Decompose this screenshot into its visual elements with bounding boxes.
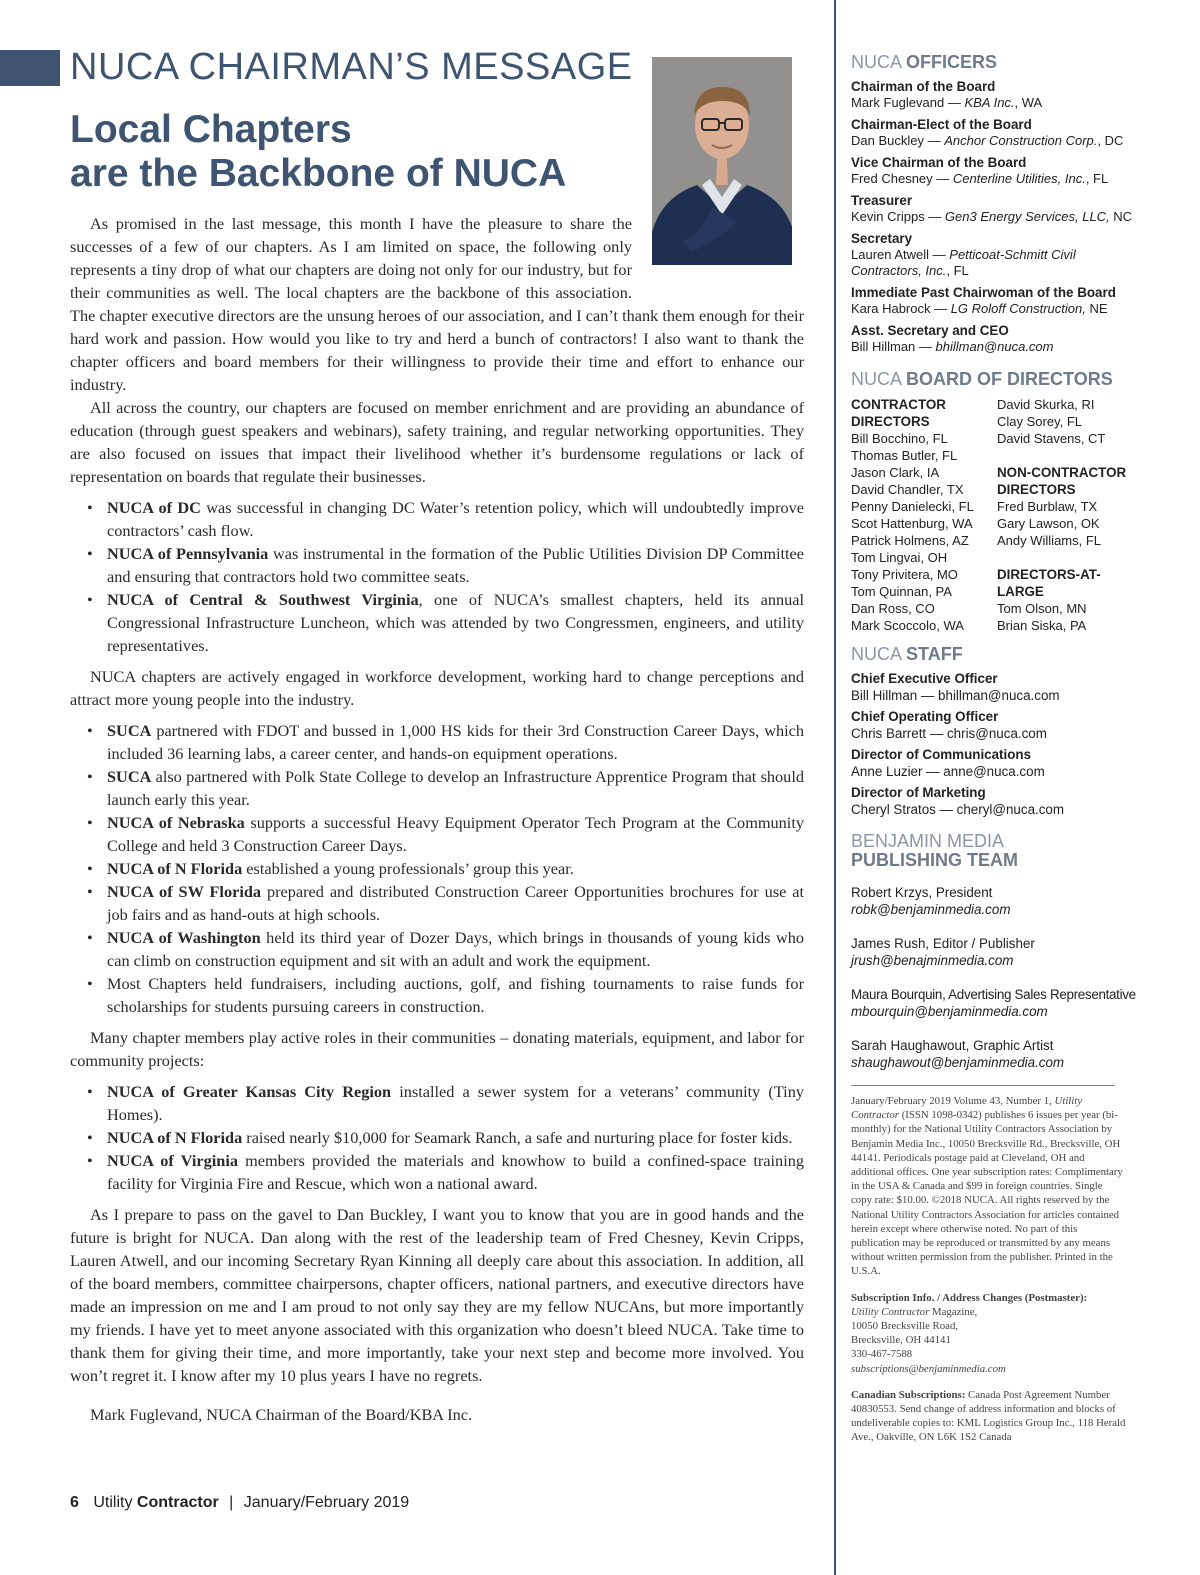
article-body <box>70 212 804 1426</box>
list-item: • Most Chapters held fundraisers, including auctions, golf, and fishing tournaments to raise funds for scholarships for students pursuing careers in construction. <box>70 972 804 1018</box>
board-member: Tom Olson, MN <box>997 601 1087 616</box>
board-member: Bill Bocchino, FL <box>851 431 948 446</box>
magazine-name-part-2: Contractor <box>136 1494 219 1511</box>
officer-entry: Chairman of the Board Mark Fuglevand — KBA Inc., WA <box>851 79 1043 110</box>
officer-entry: Treasurer Kevin Cripps — Gen3 Energy Services, LLC, NC <box>851 193 1133 224</box>
list-item: • NUCA of N Florida established a young professionals’ group this year. <box>70 857 804 880</box>
list-item: • NUCA of N Florida raised nearly $10,000 for Seamark Ranch, a safe and nurturing place for foster kids. <box>70 1126 804 1149</box>
page-number: 6 <box>70 1494 79 1511</box>
board-member: Andy Williams, FL <box>997 533 1102 548</box>
email-link[interactable]: jrush@benajminmedia.com <box>851 953 1014 968</box>
sidebar-rule <box>851 1085 1115 1086</box>
board-category: DIRECTORS-AT-LARGE <box>997 567 1101 599</box>
board-category: NON-CONTRACTOR DIRECTORS <box>997 465 1127 497</box>
board-member: Gary Lawson, OK <box>997 516 1100 531</box>
email-link[interactable]: mbourquin@benjaminmedia.com <box>851 1004 1048 1019</box>
list-item: • NUCA of Virginia members provided the materials and knowhow to build a confined-space training facility for Virginia Fire and Rescue, which won a national award. <box>70 1149 804 1195</box>
board-member: Jason Clark, IA <box>851 465 940 480</box>
email-link[interactable]: shaughawout@benjaminmedia.com <box>851 1055 1065 1070</box>
issue-date: January/February 2019 <box>243 1494 410 1511</box>
board-member: David Chandler, TX <box>851 482 964 497</box>
headline <box>70 108 630 196</box>
chapter-list-2 <box>70 719 804 1018</box>
subscription-info: Subscription Info. / Address Changes (Postmaster): Utility Contractor Magazine, 10050 Brecksville Road, Brecksville, OH 44141 330-467-7588 subscriptions@benjaminmedia.com <box>851 1291 1088 1375</box>
board-member: Scot Hattenburg, WA <box>851 516 973 531</box>
section-title: NUCA CHAIRMAN’S MESSAGE <box>70 46 633 88</box>
staff-heading: NUCA STAFF <box>851 644 963 664</box>
article-paragraph-3: NUCA chapters are actively engaged in workforce development, working hard to change perceptions and attract more young people into the industry. <box>70 667 804 709</box>
canadian-subscriptions: Canadian Subscriptions: Canada Post Agreement Number 40830553. Send change of address information and blocks of undeliverable copies to: KML Logistics Group Inc., 118 Herald Ave., Oakville, ON L6K 1S2 Canada <box>851 1388 1126 1444</box>
board-left-column <box>851 396 997 634</box>
subscriptions-email-link[interactable]: subscriptions@benjaminmedia.com <box>851 1362 1006 1375</box>
board-member: Clay Sorey, FL <box>997 414 1083 429</box>
board-member: Brian Siska, PA <box>997 618 1087 633</box>
publication-fine-print <box>851 1094 1126 1445</box>
board-heading: NUCA BOARD OF DIRECTORS <box>851 369 1113 389</box>
team-member: James Rush, Editor / Publisher jrush@benajminmedia.com <box>851 936 1035 968</box>
masthead-sidebar <box>851 52 1151 1457</box>
board-member: Tony Privitera, MO <box>851 567 958 582</box>
team-member: Sarah Haughawout, Graphic Artist shaughawout@benjaminmedia.com <box>851 1038 1065 1070</box>
signature: Mark Fuglevand, NUCA Chairman of the Board/KBA Inc. <box>90 1405 473 1424</box>
board-right-column <box>997 396 1143 634</box>
portrait-wrap-spacer <box>632 212 804 300</box>
board-member: Tom Quinnan, PA <box>851 584 952 599</box>
chapter-list-3 <box>70 1080 804 1195</box>
section-accent-bar <box>0 50 60 86</box>
team-member: Robert Krzys, President robk@benjaminmedia.com <box>851 885 1011 917</box>
board-member: Mark Scoccolo, WA <box>851 618 964 633</box>
article-paragraph-4: Many chapter members play active roles in their communities – donating materials, equipment, and labor for community projects: <box>70 1028 804 1070</box>
email-link[interactable]: robk@benjaminmedia.com <box>851 902 1011 917</box>
list-item: • NUCA of DC was successful in changing DC Water’s retention policy, which will undoubtedly improve contractors’ cash flow. <box>70 496 804 542</box>
staff-entry: Chief Executive Officer Bill Hillman — bhillman@nuca.com <box>851 671 1060 703</box>
board-member: Patrick Holmens, AZ <box>851 533 969 548</box>
board-member: Thomas Butler, FL <box>851 448 958 463</box>
list-item: • NUCA of Central & Southwest Virginia, one of NUCA’s smallest chapters, held its annual Congressional Infrastructure Luncheon, which was attended by two Congressmen, engineers, and utility representatives. <box>70 588 804 657</box>
list-item: • NUCA of Nebraska supports a successful Heavy Equipment Operator Tech Program at the Community College and held 3 Construction Career Days. <box>70 811 804 857</box>
page-footer <box>70 1494 409 1512</box>
list-item: • SUCA partnered with FDOT and bussed in 1,000 HS kids for their 3rd Construction Career Days, which included 36 learning labs, a career center, and hands-on equipment operations. <box>70 719 804 765</box>
ceo-email-link[interactable]: bhillman@nuca.com <box>935 339 1054 354</box>
officer-entry: Secretary Lauren Atwell — Petticoat-Schmitt Civil Contractors, Inc., FL <box>851 231 1076 278</box>
staff-entry: Director of Marketing Cheryl Stratos — cheryl@nuca.com <box>851 785 1065 817</box>
board-member: Penny Danielecki, FL <box>851 499 974 514</box>
headline-line-2: are the Backbone of NUCA <box>70 152 567 195</box>
staff-entry: Chief Operating Officer Chris Barrett — chris@nuca.com <box>851 709 1047 741</box>
list-item: • NUCA of Greater Kansas City Region installed a sewer system for a veterans’ community (Tiny Homes). <box>70 1080 804 1126</box>
article-paragraph-5: As I prepare to pass on the gavel to Dan Buckley, I want you to know that you are in good hands and the future is bright for NUCA. Dan along with the rest of the leadership team of Fred Chesney, Kevin Cripps, Lauren Atwell, and our incoming Secretary Ryan Kinning all deeply care about this association. In addition, all of the board members, committee chairpersons, chapter officers, national partners, and executive directors have made an impression on me and I am proud to not only say they are my fellow NUCAns, but more importantly my friends. I have yet to meet anyone associated with this organization who doesn’t bleed NUCA. Take time to thank them for giving their time, and more importantly, take your next step and become more involved. You won’t regret it. I know after my 10 plus years I have no regrets. <box>70 1205 804 1385</box>
officer-entry: Immediate Past Chairwoman of the Board Kara Habrock — LG Roloff Construction, NE <box>851 285 1116 316</box>
magazine-name-part-1: Utility <box>93 1494 133 1511</box>
list-item: • NUCA of Pennsylvania was instrumental in the formation of the Public Utilities Division DP Committee and ensuring that contractors hold two committee seats. <box>70 542 804 588</box>
staff-entry: Director of Communications Anne Luzier — anne@nuca.com <box>851 747 1045 779</box>
board-member: Tom Lingvai, OH <box>851 550 948 565</box>
team-member: Maura Bourquin, Advertising Sales Representative mbourquin@benjaminmedia.com <box>851 987 1136 1019</box>
column-divider <box>834 0 836 1575</box>
list-item: • NUCA of SW Florida prepared and distributed Construction Career Opportunities brochures for use at job fairs and as hand-outs at high schools. <box>70 880 804 926</box>
officers-heading: NUCA OFFICERS <box>851 52 998 72</box>
officer-entry: Asst. Secretary and CEO Bill Hillman — bhillman@nuca.com <box>851 323 1054 354</box>
footer-separator: | <box>229 1494 234 1511</box>
board-member: Fred Burblaw, TX <box>997 499 1098 514</box>
board-member: David Stavens, CT <box>997 431 1106 446</box>
officer-entry: Chairman-Elect of the Board Dan Buckley — Anchor Construction Corp., DC <box>851 117 1124 148</box>
board-columns <box>851 396 1151 634</box>
article-paragraph-1: As promised in the last message, this month I have the pleasure to share the successes of a few of our chapters. As I am limited on space, the following only represents a tiny drop of what our chapters are doing not only for our industry, but for their communities as well. The local chapters are the backbone of this association. The chapter executive directors are the unsung heroes of our association, and I can’t thank them enough for their hard work and passion. How would you like to try and herd a bunch of contractors! I also want to thank the chapter officers and board members for their willingness to provide their time and effort to enhance our industry. <box>70 214 804 394</box>
headline-line-1: Local Chapters <box>70 108 352 151</box>
board-member: Dan Ross, CO <box>851 601 935 616</box>
list-item: • NUCA of Washington held its third year of Dozer Days, which brings in thousands of young kids who can climb on construction equipment and sit with an adult and work the equipment. <box>70 926 804 972</box>
publication-info: January/February 2019 Volume 43, Number 1, Utility Contractor (ISSN 1098-0342) publishes 6 issues per year (bi-monthly) for the National Utility Contractors Association by Benjamin Media Inc., 10050 Brecksville Rd., Brecksville, OH 44141. Periodicals postage paid at Cleveland, OH and additional offices. One year subscription rates: Complimentary in the USA & Canada and $99 in foreign countries. Single copy rate: $10.00. ©2018 NUCA. All rights reserved by the National Utility Contractors Association for articles contained herein except where otherwise noted. No part of this publication may be reproduced or transmitted by any means without written permission from the publisher. Printed in the U.S.A. <box>851 1095 1123 1278</box>
chapter-list-1 <box>70 496 804 657</box>
list-item: • SUCA also partnered with Polk State College to develop an Infrastructure Apprentice Program that should launch early this year. <box>70 765 804 811</box>
board-category: CONTRACTOR DIRECTORS <box>851 397 946 429</box>
article-paragraph-2: All across the country, our chapters are focused on member enrichment and are providing an abundance of education (through guest speakers and webinars), safety training, and regular networking opportunities. They are also focused on issues that impact their livelihood whether it’s burdensome regulations or lack of representation on boards that regulate their businesses. <box>70 398 804 486</box>
officer-entry: Vice Chairman of the Board Fred Chesney — Centerline Utilities, Inc., FL <box>851 155 1109 186</box>
board-member: David Skurka, RI <box>997 397 1095 412</box>
publishing-team-heading: BENJAMIN MEDIA PUBLISHING TEAM <box>851 831 1019 870</box>
